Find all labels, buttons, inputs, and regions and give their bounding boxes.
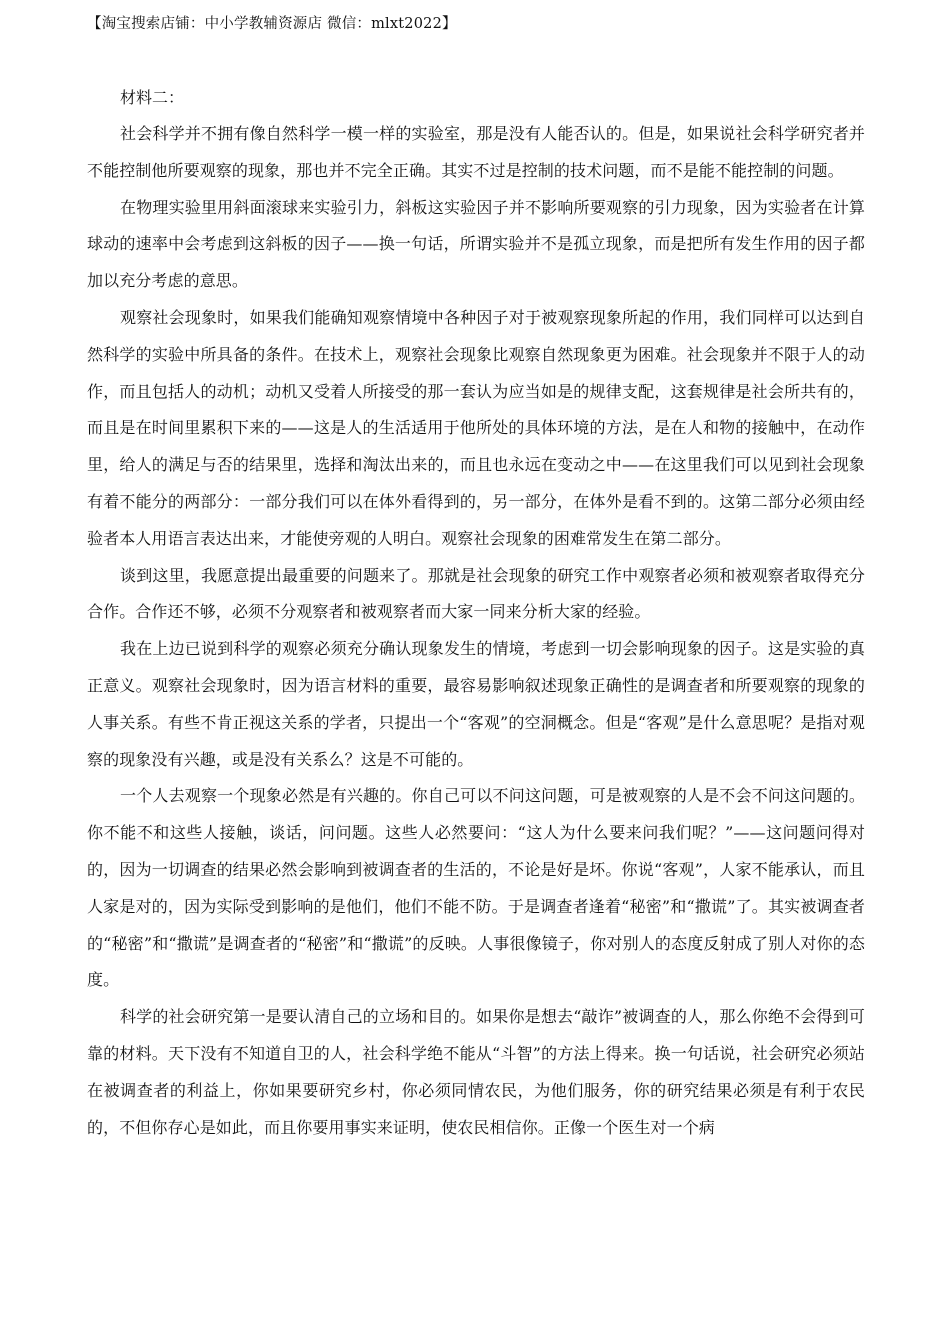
paragraph-5: 我在上边已说到科学的观察必须充分确认现象发生的情境，考虑到一切会影响现象的因子。这是实验的真正意义。观察社会现象时，因为语言材料的重要，最容易影响叙述现象正确性的是调查者和所要观察的现象的人事关系。有些不肯正视这关系的学者，只提出一个“客观”的空洞概念。但是“客观”是什么意思呢？是指对观察的现象没有兴趣，或是没有关系么？这是不可能的。 — [87, 639, 865, 769]
paragraph-2: 在物理实验里用斜面滚球来实验引力，斜板这实验因子并不影响所要观察的引力现象，因为实验者在计算球动的速率中会考虑到这斜板的因子——换一句话，所谓实验并不是孤立现象，而是把所有发生作用的因子都加以充分考虑的意思。 — [87, 197, 865, 291]
paragraph-1: 社会科学并不拥有像自然科学一模一样的实验室，那是没有人能否认的。但是，如果说社会科学研究者并不能控制他所要观察的现象，那也并不完全正确。其实不过是控制的技术问题，而不是能不能控制的问题。 — [87, 124, 865, 180]
material-label: 材料二： — [120, 88, 185, 107]
paragraph-7: 科学的社会研究第一是要认清自己的立场和目的。如果你是想去“敲诈”被调查的人，那么你绝不会得到可靠的材料。天下没有不知道自卫的人，社会科学绝不能从“斗智”的方法上得来。换一句话说，社会研究必须站在被调查者的利益上，你如果要研究乡村，你必须同情农民，为他们服务，你的研究结果必须是有利于农民的，不但你存心是如此，而且你要用事实来证明，使农民相信你。正像一个医生对一个病 — [87, 1007, 865, 1137]
paragraph-3: 观察社会现象时，如果我们能确知观察情境中各种因子对于被观察现象所起的作用，我们同样可以达到自然科学的实验中所具备的条件。在技术上，观察社会现象比观察自然现象更为困难。社会现象并不限于人的动作，而且包括人的动机；动机又受着人所接受的那一套认为应当如是的规律支配，这套规律是社会所共有的，而且是在时间里累积下来的——这是人的生活适用于他所处的具体环境的方法，是在人和物的接触中，在动作里，给人的满足与否的结果里，选择和淘汰出来的，而且也永远在变动之中——在这里我们可以见到社会现象有着不能分的两部分：一部分我们可以在体外看得到的，另一部分，在体外是看不到的。这第二部分必须由经验者本人用语言表达出来，才能使旁观的人明白。观察社会现象的困难常发生在第二部分。 — [87, 307, 865, 548]
paragraph-4: 谈到这里，我愿意提出最重要的问题来了。那就是社会现象的研究工作中观察者必须和被观察者取得充分合作。合作还不够，必须不分观察者和被观察者而大家一同来分析大家的经验。 — [87, 565, 865, 622]
document-body — [87, 80, 865, 1146]
paragraph-6: 一个人去观察一个现象必然是有兴趣的。你自己可以不问这问题，可是被观察的人是不会不问这问题的。你不能不和这些人接触，谈话，问问题。这些人必然要问：“这人为什么要来问我们呢？”——这问题问得对的，因为一切调查的结果必然会影响到被调查者的生活的，不论是好是坏。你说“客观”，人家不能承认，而且人家是对的，因为实际受到影响的是他们，他们不能不防。于是调查者逢着“秘密”和“撒谎”了。其实被调查者的“秘密”和“撒谎”是调查者的“秘密”和“撒谎”的反映。人事很像镜子，你对别人的态度反射成了别人对你的态度。 — [87, 786, 865, 990]
page-header: 【淘宝搜索店铺：中小学教辅资源店 微信：mlxt2022】 — [87, 16, 457, 32]
